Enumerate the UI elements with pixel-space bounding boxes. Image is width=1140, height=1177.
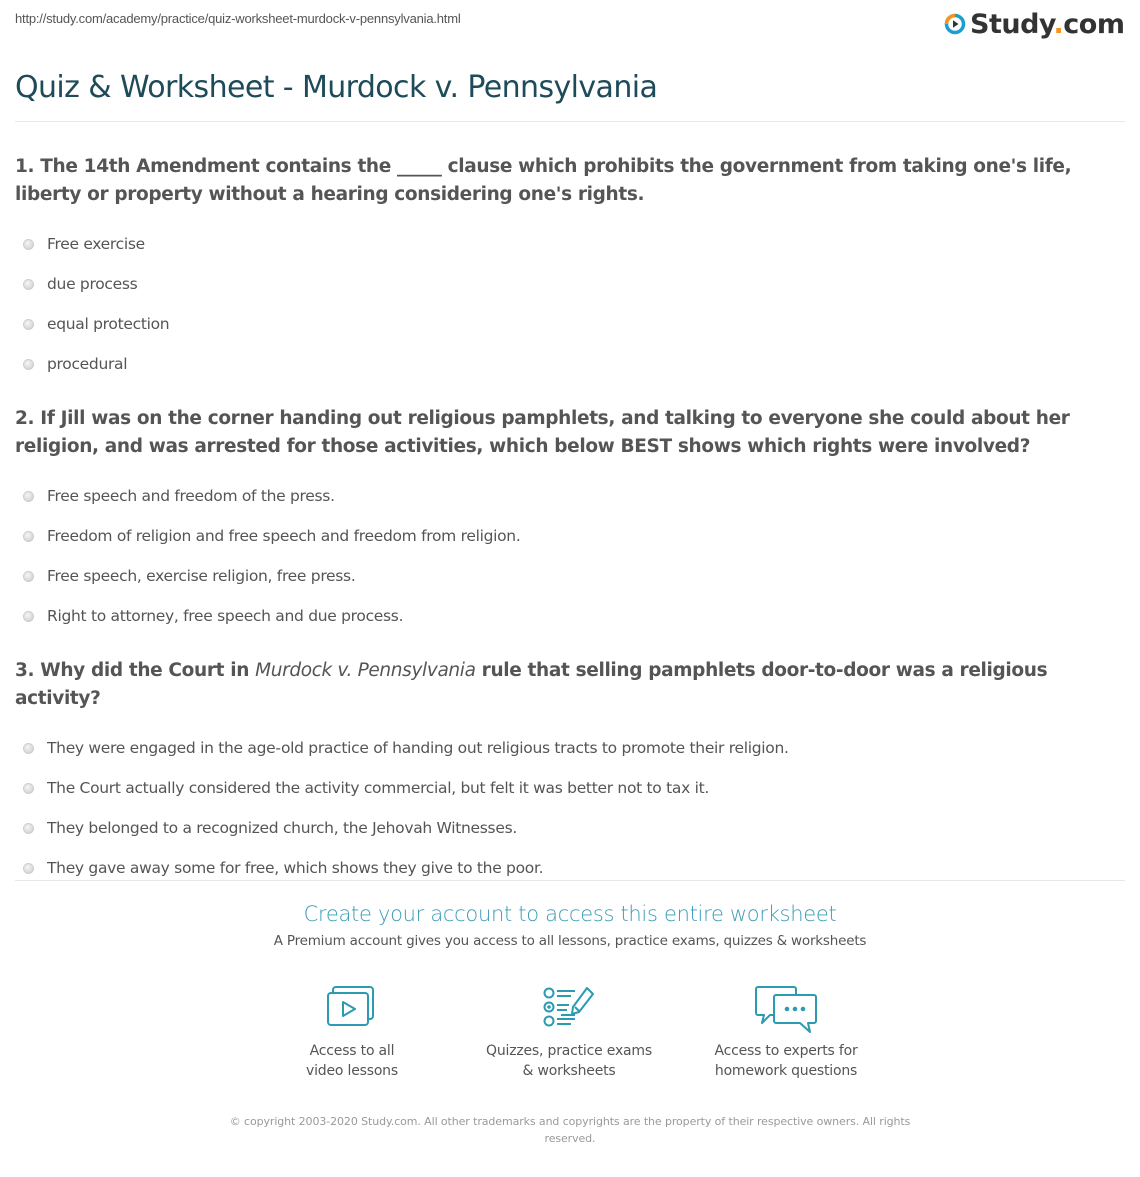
answer-option[interactable] <box>15 304 1125 344</box>
question-2 <box>15 405 1125 636</box>
radio-button[interactable] <box>23 743 34 754</box>
play-circle-logo-icon <box>944 13 966 35</box>
page-header <box>0 0 1140 50</box>
radio-button[interactable] <box>23 571 34 582</box>
answer-option[interactable] <box>15 516 1125 556</box>
answer-option[interactable] <box>15 556 1125 596</box>
answer-options <box>15 476 1125 636</box>
option-label: They gave away some for free, which shows they give to the poor. <box>47 859 544 877</box>
create-account-link[interactable]: Create your account to access this entire worksheet <box>303 902 837 926</box>
logo-dot: . <box>1053 8 1064 40</box>
question-text: 1. The 14th Amendment contains the _____ clause which prohibits the government from taking one's life, liberty or property without a hearing considering one's rights. <box>15 156 1072 205</box>
answer-option[interactable] <box>15 264 1125 304</box>
cta-subtitle: A Premium account gives you access to all lessons, practice exams, quizzes & worksheets <box>273 933 867 949</box>
answer-option[interactable] <box>15 808 1125 848</box>
option-label: Right to attorney, free speech and due process. <box>47 607 404 625</box>
feature-experts <box>686 985 886 1081</box>
option-label: Free speech, exercise religion, free press. <box>47 567 356 585</box>
radio-button[interactable] <box>23 531 34 542</box>
option-label: Free exercise <box>47 235 145 253</box>
feature-label: Access to experts for homework questions <box>714 1043 858 1079</box>
logo-name: Study <box>970 8 1054 40</box>
logo-suffix: com <box>1063 8 1125 40</box>
answer-option[interactable] <box>15 476 1125 516</box>
feature-quizzes <box>469 985 669 1081</box>
question-1 <box>15 153 1125 384</box>
case-name: Murdock v. Pennsylvania <box>255 660 476 681</box>
option-label: Freedom of religion and free speech and freedom from religion. <box>47 527 521 545</box>
answer-option[interactable] <box>15 224 1125 264</box>
option-label: procedural <box>47 355 128 373</box>
study-logo[interactable] <box>944 8 1125 40</box>
question-text: 2. If Jill was on the corner handing out religious pamphlets, and talking to everyone she could about her religion, and was arrested for those activities, which below BEST shows which rights were involved? <box>15 408 1070 457</box>
radio-button[interactable] <box>23 823 34 834</box>
question-text-part: rule that selling pamphlets door-to-door was a religious activity? <box>15 660 1048 709</box>
cta-divider <box>15 880 1125 881</box>
option-label: equal protection <box>47 315 170 333</box>
page-title: Quiz & Worksheet - Murdock v. Pennsylvania <box>15 70 658 105</box>
answer-options <box>15 728 1125 888</box>
answer-option[interactable] <box>15 596 1125 636</box>
radio-button[interactable] <box>23 491 34 502</box>
radio-button[interactable] <box>23 863 34 874</box>
option-label: due process <box>47 275 138 293</box>
option-label: The Court actually considered the activity commercial, but felt it was better not to tax it. <box>47 779 710 797</box>
option-label: They belonged to a recognized church, the Jehovah Witnesses. <box>47 819 517 837</box>
question-3 <box>15 657 1125 888</box>
title-divider <box>15 121 1125 122</box>
copyright-notice: © copyright 2003-2020 Study.com. All other trademarks and copyrights are the property of their respective owners. All rights reserved. <box>229 1115 911 1145</box>
answer-options <box>15 224 1125 384</box>
page-url: http://study.com/academy/practice/quiz-worksheet-murdock-v-pennsylvania.html <box>15 11 461 26</box>
answer-option[interactable] <box>15 344 1125 384</box>
radio-button[interactable] <box>23 239 34 250</box>
radio-button[interactable] <box>23 611 34 622</box>
quiz-checklist-icon <box>541 985 597 1029</box>
feature-video-lessons <box>252 985 452 1081</box>
feature-label: Access to all video lessons <box>306 1043 398 1079</box>
answer-option[interactable] <box>15 768 1125 808</box>
radio-button[interactable] <box>23 359 34 370</box>
answer-option[interactable] <box>15 848 1125 888</box>
answer-option[interactable] <box>15 728 1125 768</box>
radio-button[interactable] <box>23 783 34 794</box>
option-label: Free speech and freedom of the press. <box>47 487 335 505</box>
radio-button[interactable] <box>23 319 34 330</box>
feature-label: Quizzes, practice exams & worksheets <box>486 1043 652 1079</box>
option-label: They were engaged in the age-old practice of handing out religious tracts to promote their religion. <box>47 739 789 757</box>
radio-button[interactable] <box>23 279 34 290</box>
question-text <box>15 657 1125 713</box>
video-lessons-icon <box>325 985 379 1029</box>
chat-bubbles-icon <box>754 985 818 1035</box>
question-text-part: 3. Why did the Court in <box>15 660 256 681</box>
